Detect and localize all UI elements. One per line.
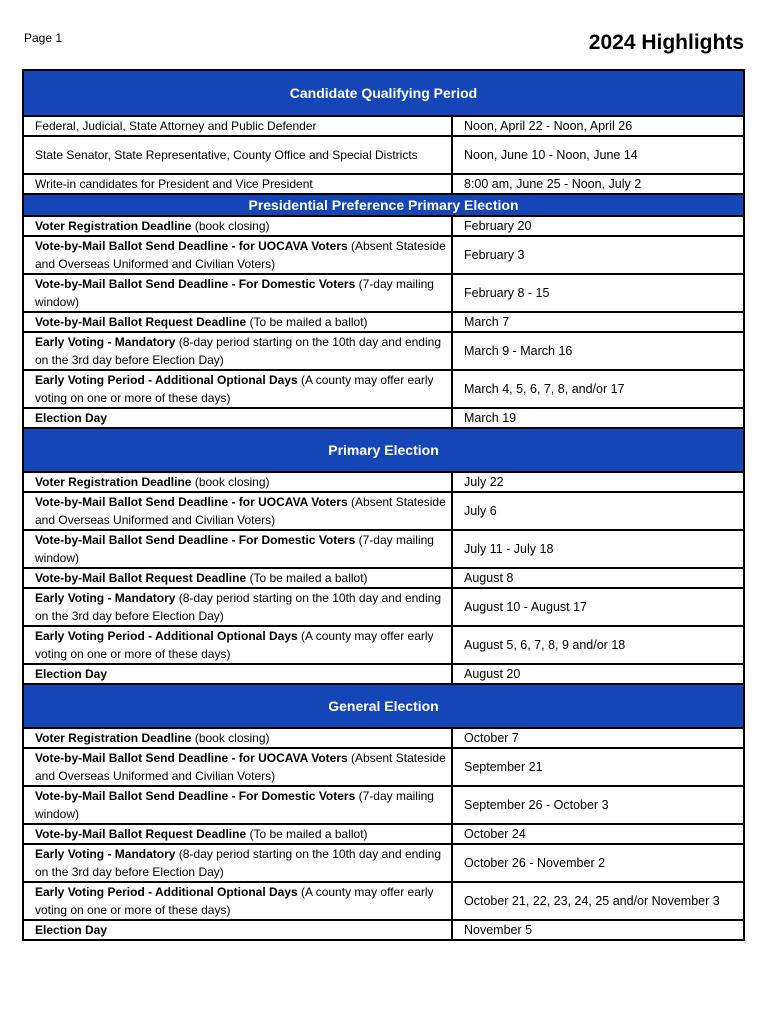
table-row bbox=[24, 787, 743, 825]
table-row bbox=[24, 275, 743, 313]
row-date: March 4, 5, 6, 7, 8, and/or 17 bbox=[464, 382, 625, 396]
row-date: February 8 - 15 bbox=[464, 286, 550, 300]
row-description: Voter Registration Deadline (book closing) bbox=[24, 473, 453, 491]
table-row bbox=[24, 531, 743, 569]
row-date: August 20 bbox=[464, 667, 521, 681]
row-date: November 5 bbox=[464, 923, 533, 937]
row-date: March 7 bbox=[464, 315, 510, 329]
row-description: Vote-by-Mail Ballot Send Deadline - for UOCAVA Voters (Absent Stateside and Overseas Uniformed and Civilian Voters) bbox=[24, 493, 453, 529]
row-date: July 22 bbox=[464, 475, 504, 489]
table-row bbox=[24, 749, 743, 787]
table-row bbox=[24, 921, 743, 941]
table-row bbox=[24, 313, 743, 333]
row-date: October 21, 22, 23, 24, 25 and/or November 3 bbox=[464, 894, 720, 908]
table-row bbox=[24, 493, 743, 531]
row-description: Election Day bbox=[24, 665, 453, 683]
row-description: Voter Registration Deadline (book closing) bbox=[24, 729, 453, 747]
row-date: August 5, 6, 7, 8, 9 and/or 18 bbox=[464, 638, 626, 652]
table-row bbox=[24, 627, 743, 665]
table-row bbox=[24, 333, 743, 371]
row-description: Election Day bbox=[24, 409, 453, 427]
row-date: March 9 - March 16 bbox=[464, 344, 573, 358]
table-row bbox=[24, 117, 743, 137]
section-header-candidate-qualifying: Candidate Qualifying Period bbox=[24, 71, 743, 117]
row-date: October 7 bbox=[464, 731, 519, 745]
row-description: Vote-by-Mail Ballot Request Deadline (To be mailed a ballot) bbox=[24, 825, 453, 843]
section-header-primary-election: Primary Election bbox=[24, 429, 743, 473]
row-description: Vote-by-Mail Ballot Send Deadline - For Domestic Voters (7-day mailing window) bbox=[24, 275, 453, 311]
row-description: Vote-by-Mail Ballot Request Deadline (To be mailed a ballot) bbox=[24, 569, 453, 587]
table-row bbox=[24, 409, 743, 429]
row-date: February 20 bbox=[464, 219, 532, 233]
row-date: February 3 bbox=[464, 248, 525, 262]
row-description: Write-in candidates for President and Vice President bbox=[24, 175, 453, 193]
row-description: Vote-by-Mail Ballot Send Deadline - for UOCAVA Voters (Absent Stateside and Overseas Uniformed and Civilian Voters) bbox=[24, 749, 453, 785]
table-row bbox=[24, 371, 743, 409]
row-description: Vote-by-Mail Ballot Send Deadline - For Domestic Voters (7-day mailing window) bbox=[24, 787, 453, 823]
page-number: Page 1 bbox=[24, 31, 63, 45]
row-description: Early Voting Period - Additional Optional Days (A county may offer early voting on one or more of these days) bbox=[24, 627, 453, 663]
row-description: Early Voting Period - Additional Optional Days (A county may offer early voting on one or more of these days) bbox=[24, 883, 453, 919]
table-row bbox=[24, 845, 743, 883]
row-date: March 19 bbox=[464, 411, 517, 425]
row-description: Early Voting - Mandatory (8-day period starting on the 10th day and ending on the 3rd day before Election Day) bbox=[24, 333, 453, 369]
row-date: September 26 - October 3 bbox=[464, 798, 609, 812]
table-row bbox=[24, 589, 743, 627]
table-row bbox=[24, 825, 743, 845]
table-row bbox=[24, 883, 743, 921]
table-row bbox=[24, 217, 743, 237]
row-description: Vote-by-Mail Ballot Send Deadline - For Domestic Voters (7-day mailing window) bbox=[24, 531, 453, 567]
section-header-presidential-preference-primary: Presidential Preference Primary Election bbox=[24, 195, 743, 217]
row-description: Vote-by-Mail Ballot Send Deadline - for UOCAVA Voters (Absent Stateside and Overseas Uniformed and Civilian Voters) bbox=[24, 237, 453, 273]
row-description: Early Voting - Mandatory (8-day period starting on the 10th day and ending on the 3rd day before Election Day) bbox=[24, 589, 453, 625]
row-description: Vote-by-Mail Ballot Request Deadline (To be mailed a ballot) bbox=[24, 313, 453, 331]
table-row bbox=[24, 473, 743, 493]
row-date: 8:00 am, June 25 - Noon, July 2 bbox=[464, 177, 642, 191]
table-row bbox=[24, 137, 743, 175]
table-row bbox=[24, 237, 743, 275]
row-description: State Senator, State Representative, County Office and Special Districts bbox=[24, 137, 453, 173]
row-date: August 8 bbox=[464, 571, 514, 585]
row-date: Noon, June 10 - Noon, June 14 bbox=[464, 148, 638, 162]
election-dates-table bbox=[22, 69, 745, 941]
row-description: Early Voting Period - Additional Optional Days (A county may offer early voting on one or more of these days) bbox=[24, 371, 453, 407]
row-date: July 11 - July 18 bbox=[464, 542, 554, 556]
row-description: Early Voting - Mandatory (8-day period starting on the 10th day and ending on the 3rd day before Election Day) bbox=[24, 845, 453, 881]
section-header-general-election: General Election bbox=[24, 685, 743, 729]
row-date: October 24 bbox=[464, 827, 526, 841]
row-description: Voter Registration Deadline (book closing) bbox=[24, 217, 453, 235]
table-row bbox=[24, 569, 743, 589]
row-date: August 10 - August 17 bbox=[464, 600, 588, 614]
row-date: July 6 bbox=[464, 504, 497, 518]
table-row bbox=[24, 175, 743, 195]
row-date: October 26 - November 2 bbox=[464, 856, 606, 870]
row-description: Federal, Judicial, State Attorney and Public Defender bbox=[24, 117, 453, 135]
row-date: Noon, April 22 - Noon, April 26 bbox=[464, 119, 633, 133]
row-date: September 21 bbox=[464, 760, 543, 774]
table-row bbox=[24, 665, 743, 685]
table-row bbox=[24, 729, 743, 749]
row-description: Election Day bbox=[24, 921, 453, 939]
document-title: 2024 Highlights bbox=[588, 31, 744, 54]
